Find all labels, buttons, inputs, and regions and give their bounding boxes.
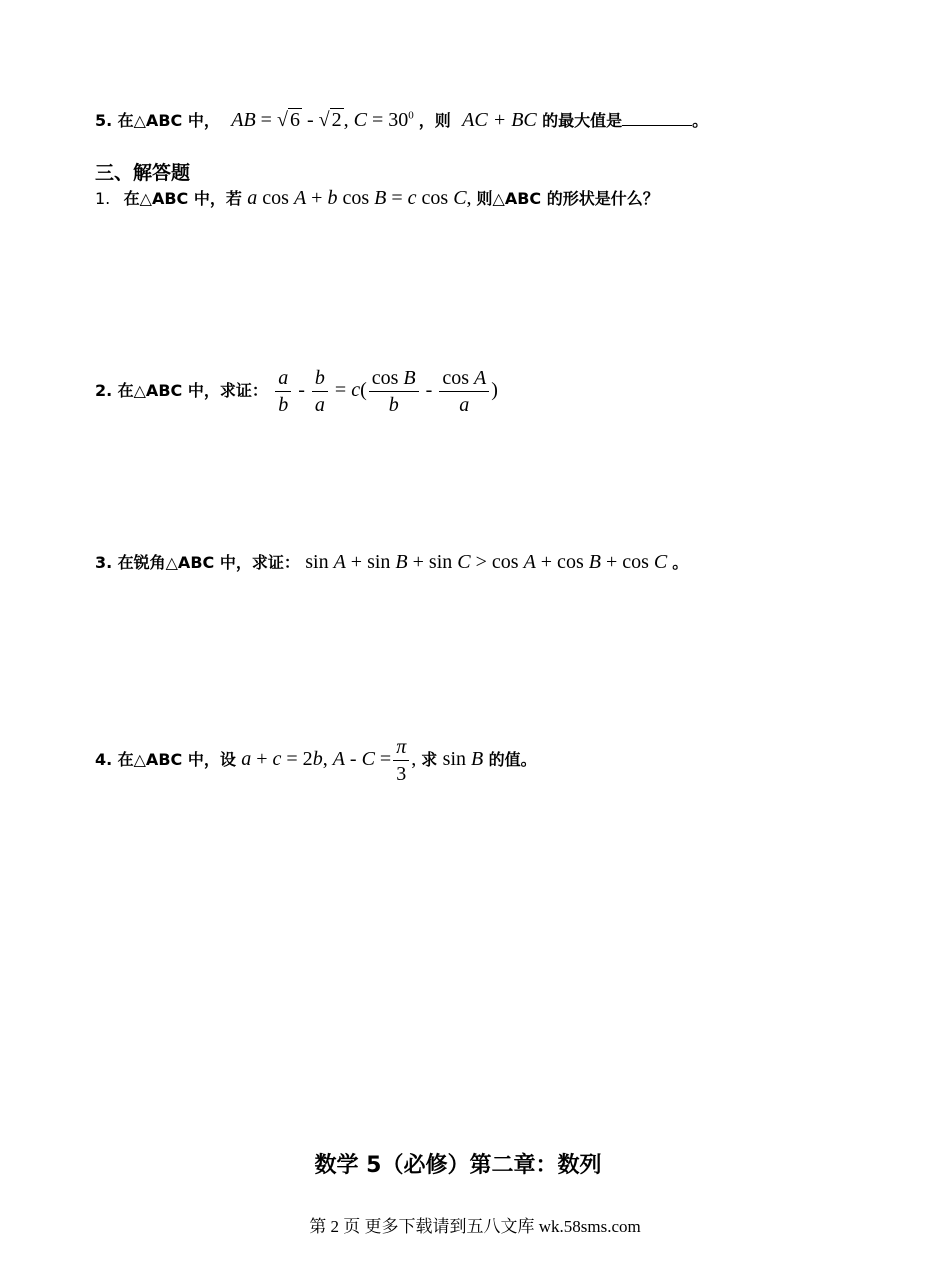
question-text: 。 [692,111,709,130]
formula-target: sin B [442,748,484,771]
problem-text: 则△ABC 的形状是什么？ [476,189,659,208]
formula: a + c = 2b, A - C = $\frac{\pi}{3}$ , [241,736,422,785]
problem-number: 4. [95,750,113,770]
problem-3 [95,550,688,574]
problem-text: 在锐角△ABC 中，求证： [117,553,300,572]
problem-1 [95,186,659,210]
problem-number: 1. [95,189,111,208]
page-footer: 第 2 页 更多下载请到五八文库 wk.58sms.com [309,1217,641,1236]
problem-4 [95,735,537,786]
chapter-title: 数学 5（必修）第二章：数列 [314,1153,602,1178]
problem-text: 的值。 [488,750,537,770]
problem-text: 求 [421,750,438,770]
question-number: 5. [95,111,113,130]
formula: AB = √ 6 - √ 2 , $C = 30^0$ [231,109,414,131]
formula: a cos A + b cos B = c cos C, [247,187,477,209]
formula: $\frac{a}{b}$ - $\frac{b}{a}$ = c( $\frac{\text{cos B}}{b}$ - $\frac{\text{cos A}}{a}$ ) [273,379,498,401]
question-text: ，则 [418,111,451,130]
problem-number: 2. [95,381,113,401]
problem-text: 在△ABC 中，求证： [117,381,268,401]
formula: sin A + sin B + sin C > cos A + cos B + cos C [305,551,668,573]
answer-blank[interactable] [622,109,692,126]
problem-2 [95,366,498,417]
section-heading: 三、解答题 [95,162,191,184]
question-text: 在△ABC 中， [117,111,220,130]
question-text: 的最大值是 [542,111,623,130]
formula-target: AC + BC [462,109,537,131]
question-5 [95,108,708,132]
problem-text: 。 [672,553,689,572]
problem-text: 在△ABC 中，设 [117,750,236,770]
problem-text: 在△ABC 中，若 [123,189,242,208]
problem-number: 3. [95,553,113,572]
